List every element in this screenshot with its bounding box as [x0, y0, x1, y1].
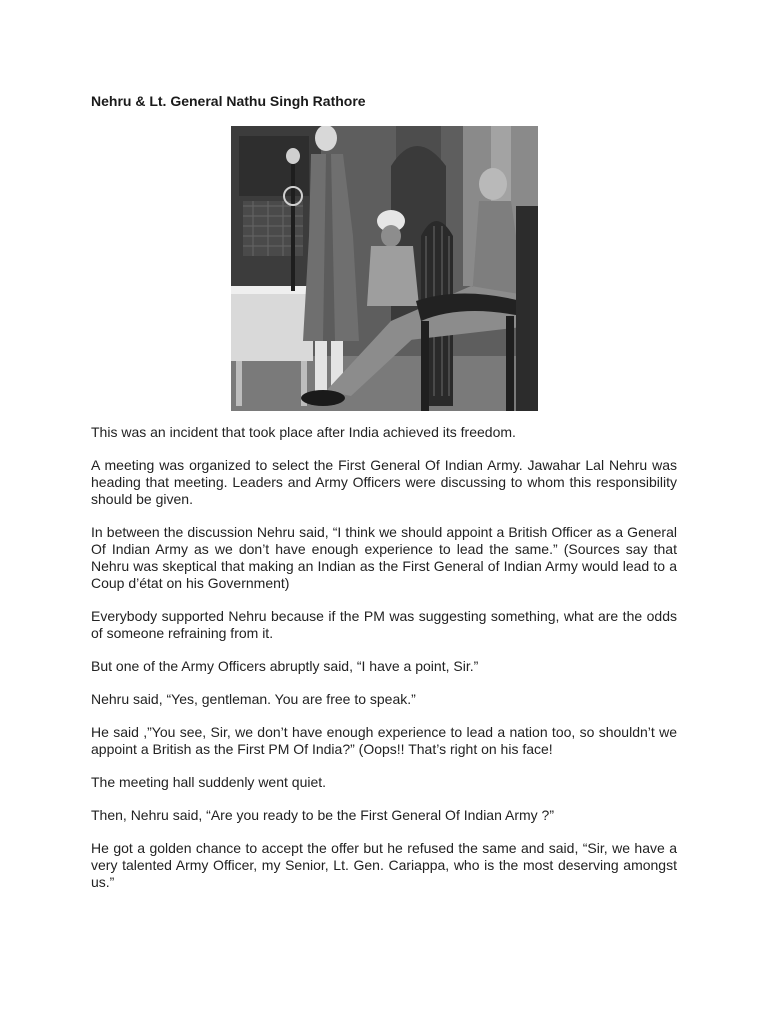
paragraph-2: A meeting was organized to select the First General Of Indian Army. Jawahar Lal Nehru was heading that meeting. Leaders and Army Officers were discussing to whom this responsibility should be given. — [91, 457, 677, 507]
photo-illustration — [231, 126, 538, 411]
historical-photo — [231, 126, 538, 411]
paragraph-9: Then, Nehru said, “Are you ready to be the First General Of Indian Army ?” — [91, 807, 554, 823]
paragraph-1: This was an incident that took place after India achieved its freedom. — [91, 424, 516, 440]
paragraph-6: Nehru said, “Yes, gentleman. You are free to speak.” — [91, 691, 416, 707]
paragraph-3: In between the discussion Nehru said, “I think we should appoint a British Officer as a General Of Indian Army as we don’t have enough experience to lead the same.” (Sources say that Nehru was skeptical that making an Indian as the First General of Indian Army would lead to a Coup d’état on his Government) — [91, 524, 677, 591]
paragraph-5: But one of the Army Officers abruptly said, “I have a point, Sir.” — [91, 658, 479, 674]
paragraph-7: He said ,”You see, Sir, we don’t have enough experience to lead a nation too, so shouldn’t we appoint a British as the First PM Of India?” (Oops!! That’s right on his face! — [91, 724, 677, 757]
paragraph-8: The meeting hall suddenly went quiet. — [91, 774, 327, 790]
paragraph-4: Everybody supported Nehru because if the PM was suggesting something, what are the odds of someone refraining from it. — [91, 608, 677, 641]
paragraph-10: He got a golden chance to accept the offer but he refused the same and said, “Sir, we have a very talented Army Officer, my Senior, Lt. Gen. Cariappa, who is the most deserving amongst us.” — [91, 840, 677, 890]
document-title: Nehru & Lt. General Nathu Singh Rathore — [91, 93, 366, 109]
article-body — [91, 424, 677, 907]
